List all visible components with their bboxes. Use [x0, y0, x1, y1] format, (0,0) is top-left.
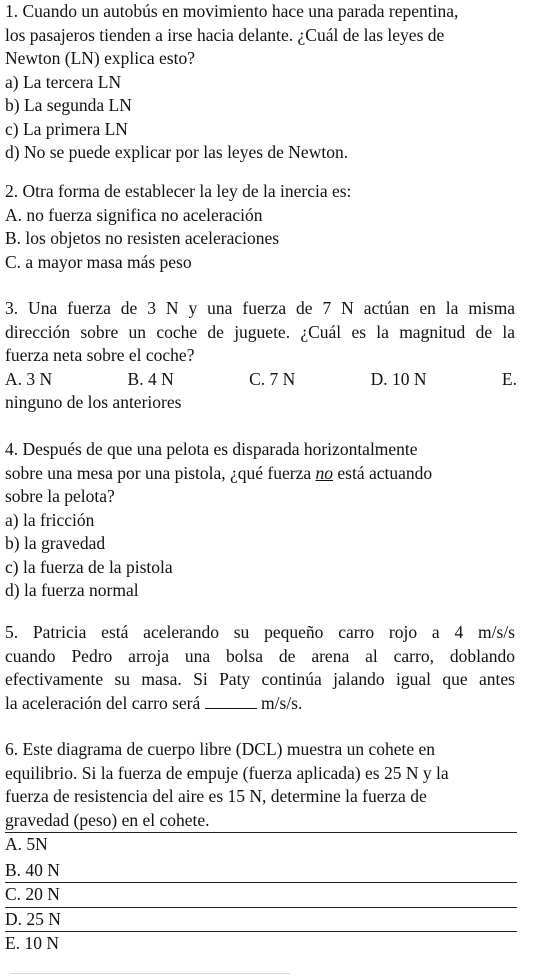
- question-2: [5, 180, 515, 274]
- question-4-option-c[interactable]: c) la fuerza de la pistola: [5, 556, 173, 577]
- question-6: [5, 738, 515, 956]
- question-4-text-line-1: 4. Después de que una pelota es disparada horizontalmente: [5, 439, 418, 459]
- question-6-option-d[interactable]: D. 25 N: [5, 908, 517, 933]
- question-1-text-line-3: Newton (LN) explica esto?: [5, 48, 195, 68]
- question-4-text-line-3: sobre la pelota?: [5, 486, 115, 506]
- question-1-text-line-2: los pasajeros tienden a irse hacia delante. ¿Cuál de las leyes de: [5, 24, 445, 45]
- question-1-option-b[interactable]: b) La segunda LN: [5, 95, 132, 115]
- question-5-text-line-4-start: la aceleración del carro será: [5, 692, 205, 713]
- question-6-text-line-3: fuerza de resistencia del aire es 15 N, determine la fuerza de: [5, 786, 427, 806]
- question-6-option-e[interactable]: E. 10 N: [5, 933, 59, 953]
- question-6-option-a[interactable]: A. 5N: [5, 834, 48, 854]
- question-5-text-line-2: cuando Pedro arroja una bolsa de arena al carro, doblando: [5, 645, 515, 666]
- question-5-text-line-1: 5. Patricia está acelerando su pequeño carro rojo a 4 m/s/s: [5, 622, 515, 642]
- question-3-option-e[interactable]: E.: [501, 368, 517, 389]
- question-4-option-d[interactable]: d) la fuerza normal: [5, 580, 139, 600]
- question-6-text-line-1: 6. Este diagrama de cuerpo libre (DCL) muestra un cohete en: [5, 739, 436, 759]
- question-4-option-a[interactable]: a) la fricción: [5, 509, 95, 530]
- question-5-text-line-3: efectivamente su masa. Si Paty continúa jalando igual que antes: [5, 669, 515, 689]
- question-1-option-d[interactable]: d) No se puede explicar por las leyes de Newton.: [5, 142, 349, 162]
- answer-blank[interactable]: [205, 692, 257, 709]
- question-4-text-line-2-start: sobre una mesa por una pistola, ¿qué fuerza: [5, 462, 316, 483]
- question-4-text-line-2: [5, 462, 515, 486]
- question-6-option-c[interactable]: C. 20 N: [5, 883, 517, 908]
- question-5: [5, 621, 515, 715]
- question-1-text-line-1: 1. Cuando un autobús en movimiento hace una parada repentina,: [5, 1, 459, 21]
- question-5-text-line-4: [5, 692, 515, 716]
- question-1: [5, 0, 515, 165]
- question-4: [5, 438, 515, 603]
- question-4-emphasis-no: no: [315, 462, 334, 483]
- question-3-option-c[interactable]: C. 7 N: [249, 368, 296, 389]
- question-6-option-b[interactable]: B. 40 N: [5, 859, 517, 884]
- question-4-text-line-2-end: está actuando: [333, 462, 433, 483]
- question-5-text-line-4-end: m/s/s.: [256, 692, 303, 713]
- question-2-text-line-1: 2. Otra forma de establecer la ley de la inercia es:: [5, 181, 352, 201]
- question-3-text-line-3: fuerza neta sobre el coche?: [5, 345, 195, 365]
- question-2-option-c[interactable]: C. a mayor masa más peso: [5, 251, 192, 272]
- question-3-option-a[interactable]: A. 3 N: [5, 368, 53, 389]
- question-3-option-e-continued: ninguno de los anteriores: [5, 392, 182, 412]
- scan-artifact-divider: [10, 973, 290, 974]
- question-3: [5, 297, 515, 415]
- question-2-option-b[interactable]: B. los objetos no resisten aceleraciones: [5, 228, 280, 248]
- question-3-options-row: [5, 368, 517, 392]
- question-3-option-d[interactable]: D. 10 N: [370, 368, 427, 389]
- question-4-option-b[interactable]: b) la gravedad: [5, 533, 106, 553]
- question-3-option-b[interactable]: B. 4 N: [127, 368, 174, 389]
- question-1-option-c[interactable]: c) La primera LN: [5, 118, 128, 139]
- question-6-text-line-2: equilibrio. Si la fuerza de empuje (fuerza aplicada) es 25 N y la: [5, 762, 449, 783]
- question-6-text-line-4: gravedad (peso) en el cohete.: [5, 809, 517, 834]
- question-3-text-line-2: dirección sobre un coche de juguete. ¿Cuál es la magnitud de la: [5, 321, 515, 342]
- question-1-option-a[interactable]: a) La tercera LN: [5, 71, 122, 92]
- question-3-text-line-1: 3. Una fuerza de 3 N y una fuerza de 7 N actúan en la misma: [5, 298, 515, 318]
- question-2-option-a[interactable]: A. no fuerza significa no aceleración: [5, 204, 263, 225]
